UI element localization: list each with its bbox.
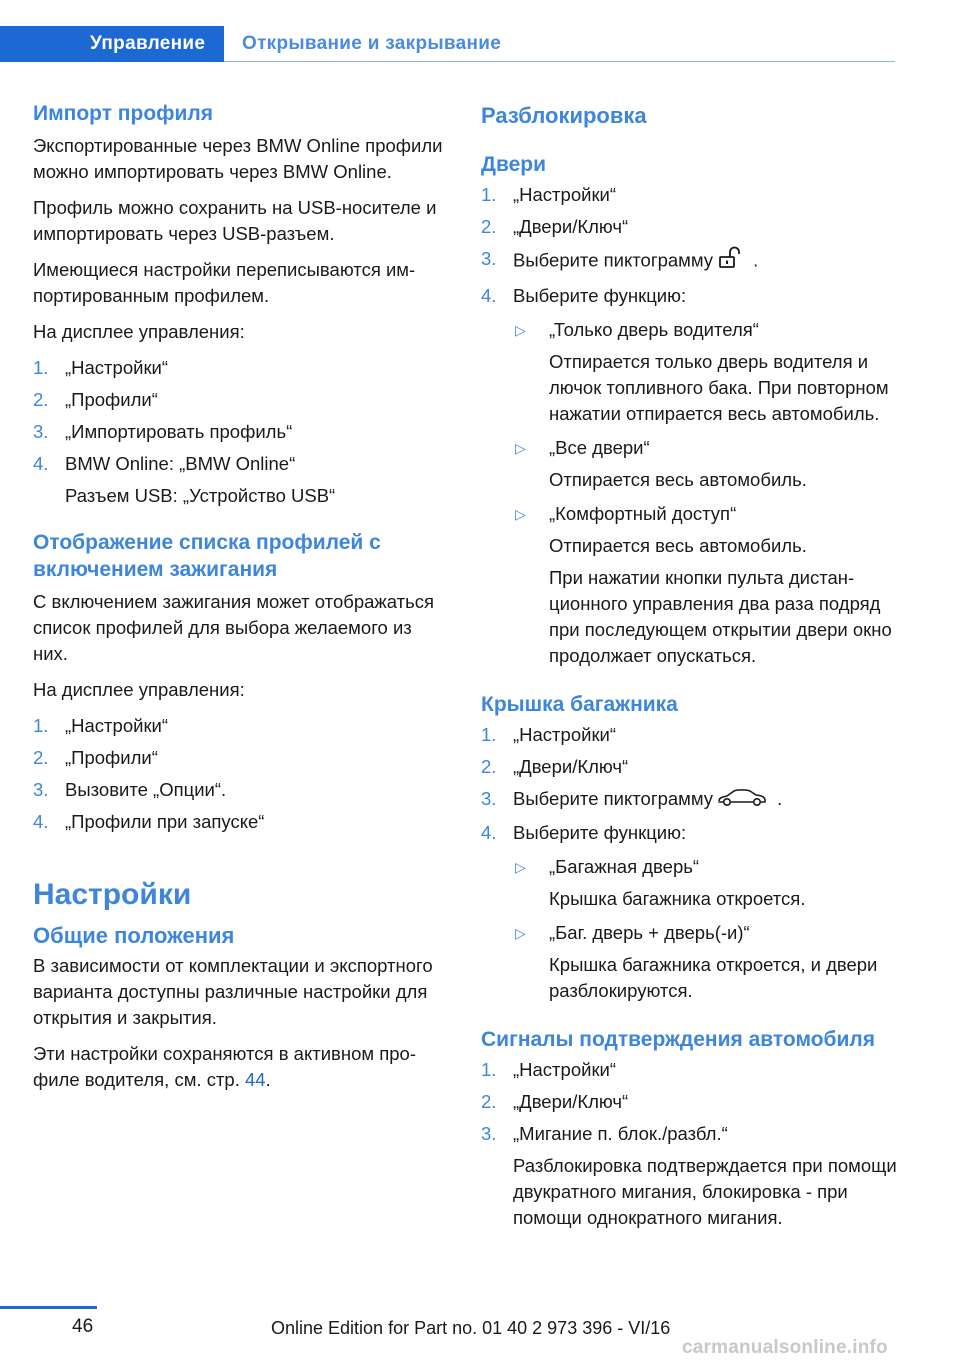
list-item: ▷ „Баг. дверь + дверь(-и)“ Крышка багажника откроется, и двери разблокируются.	[515, 921, 878, 1001]
list-item: 2. „Двери/Ключ“	[481, 756, 629, 777]
footer-rule	[0, 1306, 97, 1309]
triangle-right-icon: ▷	[515, 440, 526, 456]
list-item: 1. „Настройки“	[33, 715, 169, 736]
list-item: 3. Вызовите „Опции“.	[33, 779, 227, 800]
display-steps	[33, 713, 451, 835]
car-outline-icon	[717, 787, 767, 814]
header-rule	[224, 61, 895, 62]
doors-heading: Двери	[481, 153, 547, 176]
list-item: 1. „Настройки“	[481, 184, 617, 205]
list-item: 1. „Настройки“	[33, 357, 169, 378]
display-list-heading: Отображение списка профилей с включением зажигания	[33, 531, 381, 581]
list-item: 3. Выберите пиктограмму .	[481, 246, 901, 277]
list-item: 3. „Мигание п. блок./разбл.“ Разблокировка подтверждается при помощи двукратного мигания, блокировка - при помощи однократного мигания.	[481, 1122, 897, 1228]
list-item: 4. Выберите функцию: ▷ „Только дверь водителя“ Отпирается только дверь водителя и лючок топливного бака. При повторном нажатии отпирается весь автомобиль. ▷ „Все двери“ Отпирается весь автомобиль. ▷ „Комфортный доступ“ Отпирается весь автомобиль. При нажатии кнопки пульта дистанционного управления два раза подряд при последующем открытии двери окно продолжает опускаться.	[481, 283, 901, 669]
list-item: 2. „Профили“	[33, 389, 158, 410]
list-item: ▷ „Багажная дверь“ Крышка багажника откроется.	[515, 855, 806, 909]
list-item: 2. „Профили“	[33, 747, 158, 768]
signals-heading: Сигналы подтверждения автомобиля	[481, 1027, 876, 1051]
triangle-right-icon: ▷	[515, 506, 526, 522]
list-item: 1. „Настройки“	[481, 1058, 617, 1080]
list-item: ▷ „Все двери“ Отпирается весь автомобиль.	[515, 437, 807, 490]
function-options	[513, 854, 901, 1004]
padlock-open-icon	[717, 246, 743, 277]
import-steps	[33, 355, 451, 509]
paragraph: Эти настройки сохраняются в активном профиле водителя, см. стр. 44.	[33, 1043, 417, 1090]
page-reference-link[interactable]: 44	[244, 1069, 266, 1090]
list-item: 4. Выберите функцию: ▷ „Багажная дверь“ Крышка багажника откроется. ▷ „Баг. дверь + дверь(-и)“ Крышка багажника откроется, и двери разблокируются.	[481, 820, 901, 1004]
trunk-heading: Крышка багажника	[481, 693, 678, 716]
unlock-heading: Разблокировка	[481, 103, 647, 128]
list-item: ▷ „Комфортный доступ“ Отпирается весь автомобиль. При нажатии кнопки пульта дистанционного управления два раза подряд при последующем открытии двери окно продолжает опускаться.	[515, 503, 892, 666]
watermark: carmanualsonline.info	[682, 1337, 888, 1358]
triangle-right-icon: ▷	[515, 924, 526, 941]
page-number: 46	[72, 1316, 94, 1337]
left-column	[33, 100, 451, 1103]
paragraph: Имеющиеся настройки переписываются импортированным профилем.	[33, 259, 416, 306]
function-options	[513, 317, 901, 669]
list-item: 2. „Двери/Ключ“	[481, 1090, 629, 1112]
paragraph: В зависимости от комплектации и экспортного варианта доступны различные настройки для открытия и закрытия.	[33, 955, 433, 1028]
list-item: 3. Выберите пиктограмму .	[481, 786, 901, 814]
trunk-steps	[481, 722, 901, 1004]
edition-text: Online Edition for Part no. 01 40 2 973 396 - VI/16	[271, 1318, 671, 1338]
settings-heading: Настройки	[33, 878, 192, 911]
list-item: ▷ „Только дверь водителя“ Отпирается только дверь водителя и лючок топливного бака. При повторном нажатии отпирается весь автомобиль.	[515, 319, 889, 424]
doors-steps	[481, 182, 901, 669]
paragraph: На дисплее управления:	[33, 321, 245, 342]
right-column	[481, 100, 901, 1237]
subsection-title: Открывание и закрывание	[242, 33, 502, 54]
list-item: 1. „Настройки“	[481, 724, 617, 745]
import-profile-heading: Импорт профиля	[33, 102, 214, 125]
signals-steps	[481, 1057, 901, 1231]
page-header	[0, 0, 960, 62]
list-item: 3. „Импортировать профиль“	[33, 421, 293, 442]
list-item: 4. „Профили при запуске“	[33, 811, 265, 832]
section-title: Управление	[90, 33, 206, 54]
triangle-right-icon: ▷	[515, 858, 526, 875]
list-item: 4. BMW Online: „BMW Online“ Разъем USB: „Устройство USB“	[33, 453, 336, 506]
paragraph: На дисплее управления:	[33, 679, 245, 700]
general-heading: Общие положения	[33, 923, 235, 948]
triangle-right-icon: ▷	[515, 322, 526, 338]
paragraph: С включением зажигания может отображаться список профилей для выбора желаемого из них.	[33, 591, 435, 664]
list-item: 2. „Двери/Ключ“	[481, 216, 629, 237]
paragraph: Профиль можно сохранить на USB-носителе и импортировать через USB-разъем.	[33, 197, 437, 244]
paragraph: Экспортированные через BMW Online профили можно импортировать через BMW Online.	[33, 135, 443, 182]
